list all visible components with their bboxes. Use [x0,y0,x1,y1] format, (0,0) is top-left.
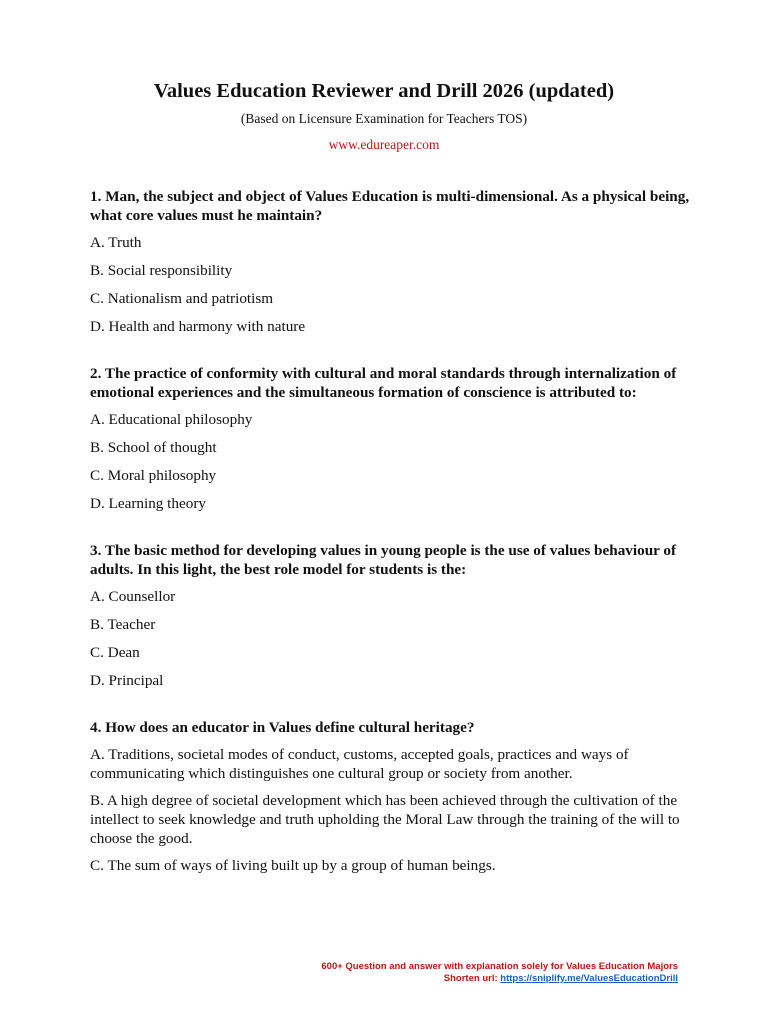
footer-shorten-url [321,973,678,985]
question-1-text: 1. Man, the subject and object of Values Education is multi-dimensional. As a physical being, what core values must he maintain? [90,188,690,224]
question-list [90,187,690,903]
footer-promo-text: 600+ Question and answer with explanation solely for Values Education Majors [321,961,678,972]
question-1-option-c: C. Nationalism and patriotism [90,290,274,307]
question-4-option-a: A. Traditions, societal modes of conduct, customs, accepted goals, practices and ways of communicating which distinguishes one cultural group or society from another. [90,746,629,782]
question-3-text: 3. The basic method for developing values in young people is the use of values behaviour of adults. In this light, the best role model for students is the: [90,542,677,578]
page-footer [321,961,678,985]
question-2-text: 2. The practice of conformity with cultural and moral standards through internalization of emotional experiences and the simultaneous formation of conscience is attributed to: [90,365,677,401]
question-2-option-a: A. Educational philosophy [90,411,253,428]
question-2-option-b: B. School of thought [90,439,217,456]
question-3-option-c: C. Dean [90,644,140,661]
question-1-option-b: B. Social responsibility [90,262,233,279]
question-3-option-d: D. Principal [90,672,164,689]
page-subtitle: (Based on Licensure Examination for Teachers TOS) [240,111,528,126]
question-4 [90,718,690,875]
question-1 [90,187,690,336]
question-1-option-a: A. Truth [90,234,142,251]
question-2-option-c: C. Moral philosophy [90,467,217,484]
website-link[interactable]: www.edureaper.com [328,137,440,152]
question-3-option-a: A. Counsellor [90,588,176,605]
question-2 [90,364,690,513]
question-4-option-b: B. A high degree of societal development which has been achieved through the cultivation of the intellect to seek knowledge and truth upholding the Moral Law through the training of the will to choose the good. [90,792,680,847]
question-4-text: 4. How does an educator in Values define cultural heritage? [90,719,475,736]
page-title: Values Education Reviewer and Drill 2026 (updated) [153,80,615,102]
question-4-option-c: C. The sum of ways of living built up by a group of human beings. [90,857,496,874]
question-3-option-b: B. Teacher [90,616,156,633]
footer-shorten-link[interactable]: https://sniplify.me/ValuesEducationDrill [500,973,678,984]
question-1-option-d: D. Health and harmony with nature [90,318,306,335]
question-2-option-d: D. Learning theory [90,495,206,512]
question-3 [90,541,690,690]
footer-shorten-label: Shorten url: [443,973,501,984]
